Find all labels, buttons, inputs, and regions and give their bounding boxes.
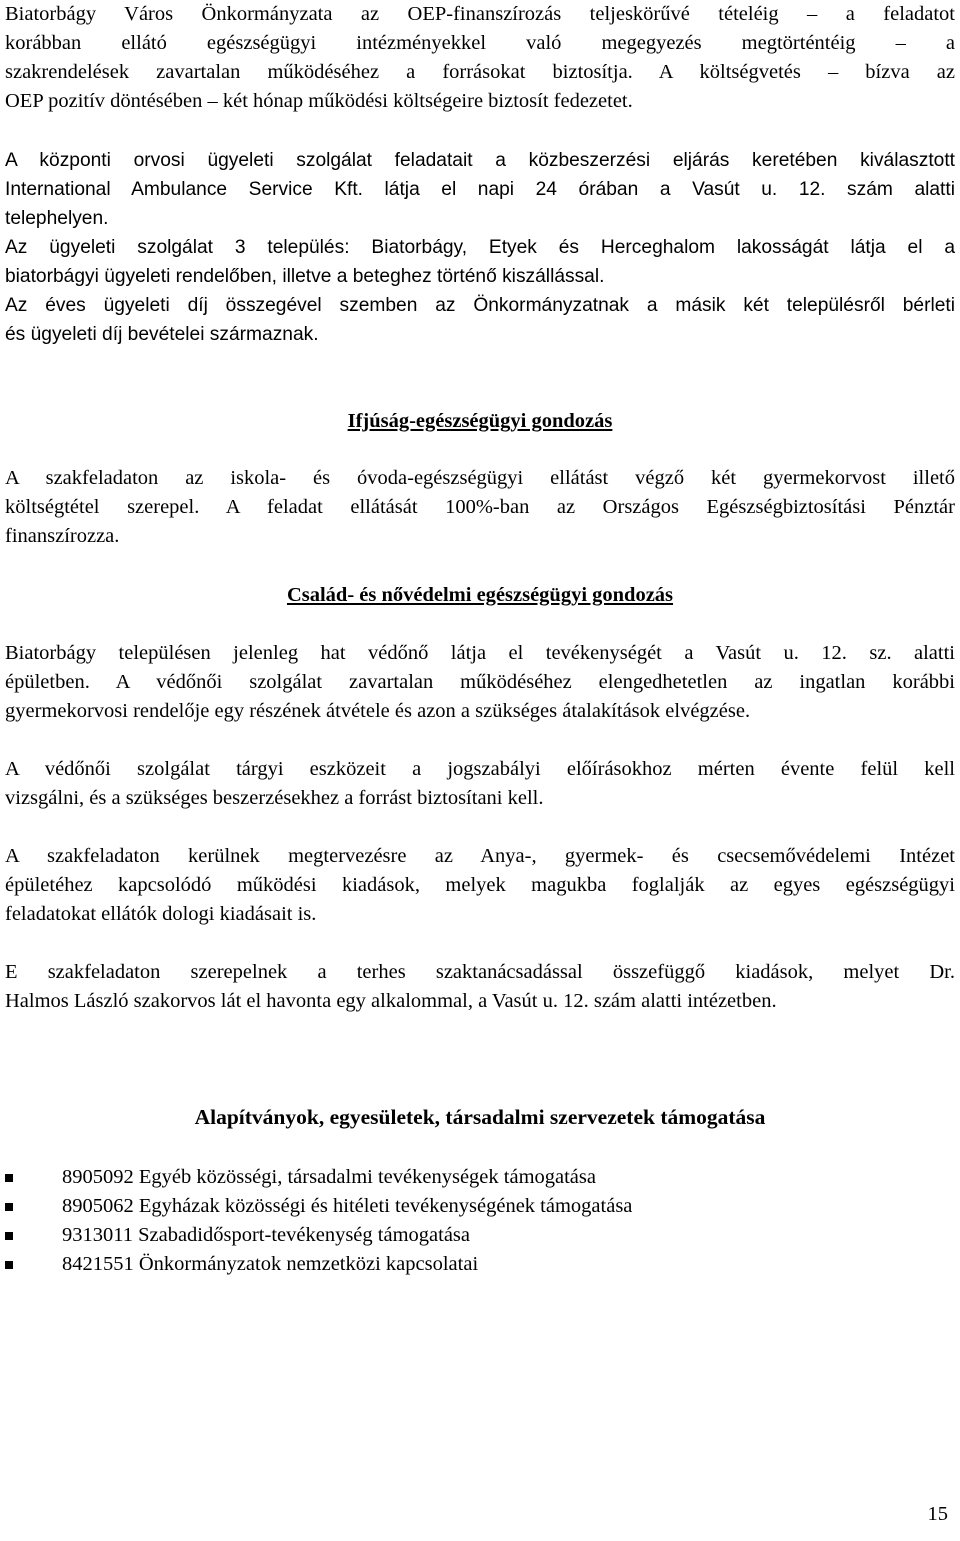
paragraph-prenatal-counselling	[5, 958, 955, 1016]
text-line: feladatokat ellátók dologi kiadásait is.	[5, 903, 317, 925]
list-item	[5, 1221, 955, 1250]
square-bullet-icon	[5, 1261, 13, 1269]
square-bullet-icon	[5, 1203, 13, 1211]
text-line: épületben. A védőnői szolgálat zavartalan működéséhez elengedhetetlen az ingatlan korábbi	[5, 671, 955, 693]
text-line: Biatorbágy településen jelenleg hat védőnő látja el tevékenységét a Vasút u. 12. sz. alatti	[5, 642, 955, 664]
text-line: A szakfeladaton az iskola- és óvoda-egészségügyi ellátást végző két gyermekorvost illető	[5, 467, 955, 489]
paragraph-youth-health	[5, 464, 955, 551]
text-line: A központi orvosi ügyeleti szolgálat feladatait a közbeszerzési eljárás keretében kiválasztott	[5, 150, 955, 171]
text-line: korábban ellátó egészségügyi intézményekkel való megegyezés megtörténtéig – a	[5, 32, 955, 54]
text-line: és ügyeleti díj bevételei származnak.	[5, 324, 319, 345]
section-heading-foundations: Alapítványok, egyesületek, társadalmi szervezetek támogatása	[194, 1105, 766, 1129]
text-line: vizsgálni, és a szükséges beszerzésekhez a forrást biztosítani kell.	[5, 787, 544, 809]
list-item-text: 8905062 Egyházak közösségi és hitéleti tevékenységének támogatása	[62, 1195, 633, 1217]
bullet-list	[5, 1163, 955, 1279]
text-line: gyermekorvosi rendelője egy részének átvétele és azon a szükséges átalakítások elvégzése.	[5, 700, 751, 722]
document-page	[5, 0, 955, 1541]
list-item	[5, 1250, 955, 1279]
square-bullet-icon	[5, 1232, 13, 1240]
text-line: A védőnői szolgálat tárgyi eszközeit a jogszabályi előírásokhoz mérten évente felül kell	[5, 758, 955, 780]
paragraph-on-call-service	[5, 146, 955, 349]
paragraph-oep-financing	[5, 0, 955, 116]
text-line: finanszírozza.	[5, 525, 120, 547]
text-line: OEP pozitív döntésében – két hónap működési költségeire biztosít fedezetet.	[5, 90, 633, 112]
list-item-text: 9313011 Szabadidősport-tevékenység támogatása	[62, 1224, 470, 1246]
text-line: E szakfeladaton szerepelnek a terhes szaktanácsadással összefüggő kiadások, melyet Dr.	[5, 961, 955, 983]
text-line: Halmos László szakorvos lát el havonta egy alkalommal, a Vasút u. 12. szám alatti intézetben.	[5, 990, 777, 1012]
text-line: szakrendelések zavartalan működéséhez a forrásokat biztosítja. A költségvetés – bízva az	[5, 61, 955, 83]
text-line: telephelyen.	[5, 208, 109, 229]
square-bullet-icon	[5, 1174, 13, 1182]
text-line: költségtétel szerepel. A feladat ellátását 100%-ban az Országos Egészségbiztosítási Pénztár	[5, 496, 955, 518]
paragraph-equipment	[5, 755, 955, 813]
paragraph-district-nurses	[5, 639, 955, 726]
page-number: 15	[927, 1503, 948, 1525]
text-line: Az éves ügyeleti díj összegével szemben az Önkormányzatnak a másik két településről bérleti	[5, 295, 955, 316]
list-item	[5, 1192, 955, 1221]
list-item-text: 8421551 Önkormányzatok nemzetközi kapcsolatai	[62, 1253, 479, 1275]
text-line: biatorbágyi ügyeleti rendelőben, illetve a beteghez történő kiszállással.	[5, 266, 605, 287]
text-line: A szakfeladaton kerülnek megtervezésre az Anya-, gyermek- és csecsemővédelemi Intézet	[5, 845, 955, 867]
list-item-text: 8905092 Egyéb közösségi, társadalmi tevékenységek támogatása	[62, 1166, 596, 1188]
section-heading-youth-health: Ifjúság-egészségügyi gondozás	[347, 410, 613, 432]
paragraph-institute-costs	[5, 842, 955, 929]
list-item	[5, 1163, 955, 1192]
text-line: International Ambulance Service Kft. látja el napi 24 órában a Vasút u. 12. szám alatti	[5, 179, 955, 200]
text-line: Az ügyeleti szolgálat 3 település: Biatorbágy, Etyek és Herceghalom lakosságát látja el a	[5, 237, 955, 258]
text-line: Biatorbágy Város Önkormányzata az OEP-finanszírozás teljeskörűvé tételéig – a feladatot	[5, 3, 955, 25]
text-line: épületéhez kapcsolódó működési kiadások, melyek magukba foglalják az egyes egészségügyi	[5, 874, 955, 896]
section-heading-family-care: Család- és nővédelmi egészségügyi gondozás	[286, 584, 674, 606]
